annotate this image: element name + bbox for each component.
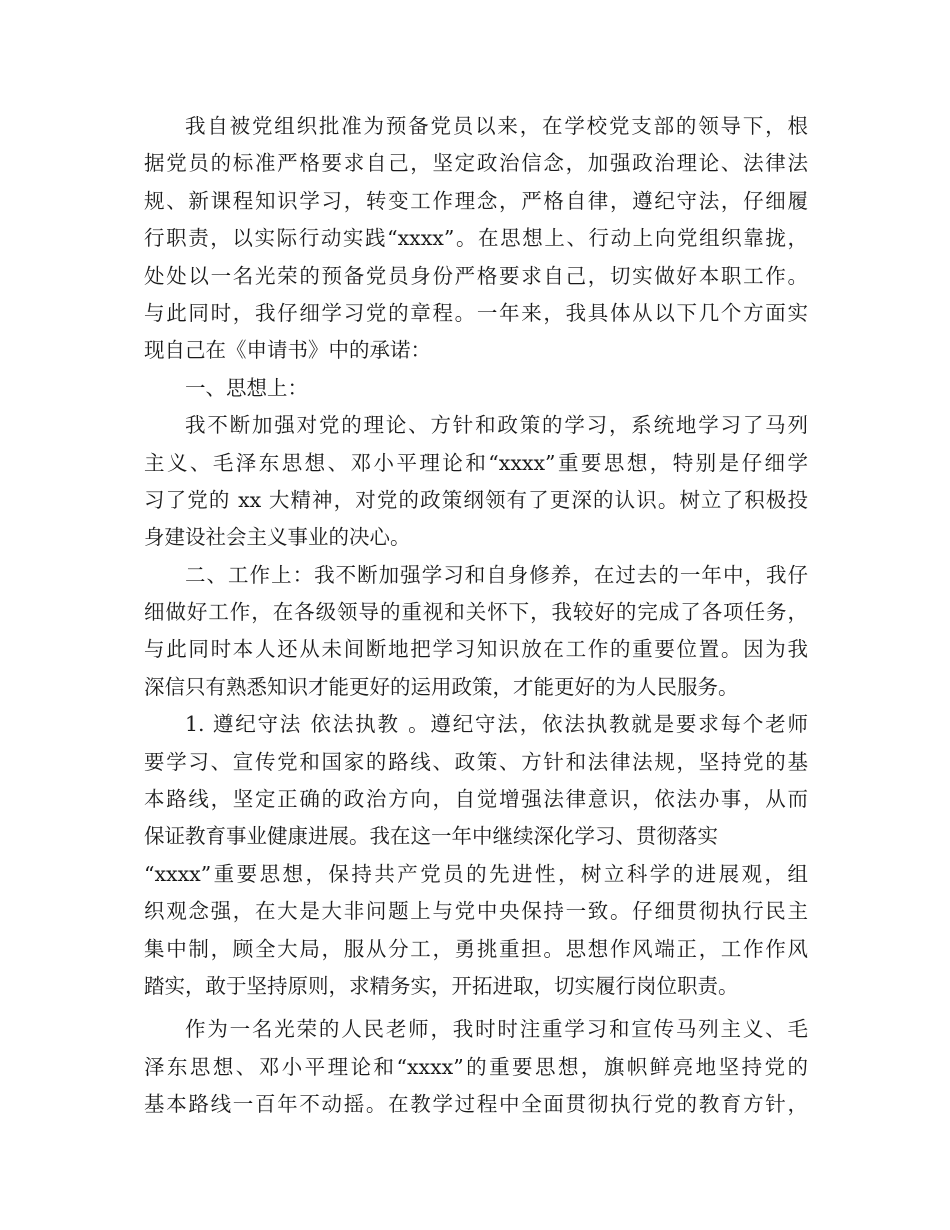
- text-line: 要学习、宣传党和国家的路线、政策、方针和法律法规，坚持党的基: [144, 749, 808, 774]
- text-line: 主义、毛泽东思想、邓小平理论和“xxxx”重要思想，特别是仔细学: [144, 450, 808, 475]
- document-body: [144, 108, 808, 1124]
- text-line: 细做好工作，在各级领导的重视和关怀下，我较好的完成了各项任务，: [144, 600, 808, 625]
- text-line: 织观念强，在大是大非问题上与党中央保持一致。仔细贯彻执行民主: [144, 899, 808, 924]
- section-heading-thought: [144, 370, 808, 407]
- text-line: 二、工作上：我不断加强学习和自身修养，在过去的一年中，我仔: [185, 562, 808, 587]
- text-line: 1. 遵纪守法 依法执教 。遵纪守法，依法执教就是要求每个老师: [185, 712, 808, 737]
- text-line: 行职责，以实际行动实践“xxxx”。在思想上、行动上向党组织靠拢，: [144, 226, 808, 251]
- text-line: 保证教育事业健康进展。我在这一年中继续深化学习、贯彻落实: [144, 824, 718, 849]
- text-line: 处处以一名光荣的预备党员身份严格要求自己，切实做好本职工作。: [144, 263, 808, 288]
- text-line: 我不断加强对党的理论、方针和政策的学习，系统地学习了马列: [185, 413, 808, 438]
- text-line: 作为一名光荣的人民老师，我时时注重学习和宣传马列主义、毛: [185, 1017, 808, 1042]
- text-line: 基本路线一百年不动摇。在教学过程中全面贯彻执行党的教育方针，: [144, 1092, 808, 1117]
- text-line: 本路线，坚定正确的政治方向，自觉增强法律意识，依法办事，从而: [144, 787, 808, 812]
- text-line: 泽东思想、邓小平理论和“xxxx”的重要思想，旗帜鲜亮地坚持党的: [144, 1054, 808, 1079]
- text-line: 据党员的标准严格要求自己，坚定政治信念，加强政治理论、法律法: [144, 151, 808, 176]
- paragraph-thought: [144, 407, 808, 557]
- text-line: “xxxx”重要思想，保持共产党员的先进性，树立科学的进展观，组: [144, 861, 808, 886]
- text-line: 集中制，顾全大局，服从分工，勇挑重担。思想作风端正，工作作风: [144, 936, 808, 961]
- text-line: 与此同时本人还从未间断地把学习知识放在工作的重要位置。因为我: [144, 637, 808, 662]
- text-line: 现自己在《申请书》中的承诺：: [144, 338, 431, 363]
- paragraph-law: [144, 706, 808, 1005]
- paragraph-work: [144, 557, 808, 707]
- text-line: 习了党的 xx 大精神，对党的政策纲领有了更深的认识。树立了积极投: [144, 487, 808, 512]
- text-line: 我自被党组织批准为预备党员以来，在学校党支部的领导下，根: [185, 114, 808, 138]
- paragraph-intro: [144, 108, 808, 370]
- text-line: 深信只有熟悉知识才能更好的运用政策，才能更好的为人民服务。: [144, 674, 739, 699]
- text-line: 踏实，敢于坚持原则，求精务实，开拓进取，切实履行岗位职责。: [144, 973, 739, 998]
- text-line: 一、思想上：: [185, 375, 308, 400]
- paragraph-teacher: [144, 1011, 808, 1123]
- text-line: 规、新课程知识学习，转变工作理念，严格自律，遵纪守法，仔细履: [144, 188, 808, 213]
- text-line: 与此同时，我仔细学习党的章程。一年来，我具体从以下几个方面实: [144, 300, 808, 325]
- text-line: 身建设社会主义事业的决心。: [144, 525, 411, 550]
